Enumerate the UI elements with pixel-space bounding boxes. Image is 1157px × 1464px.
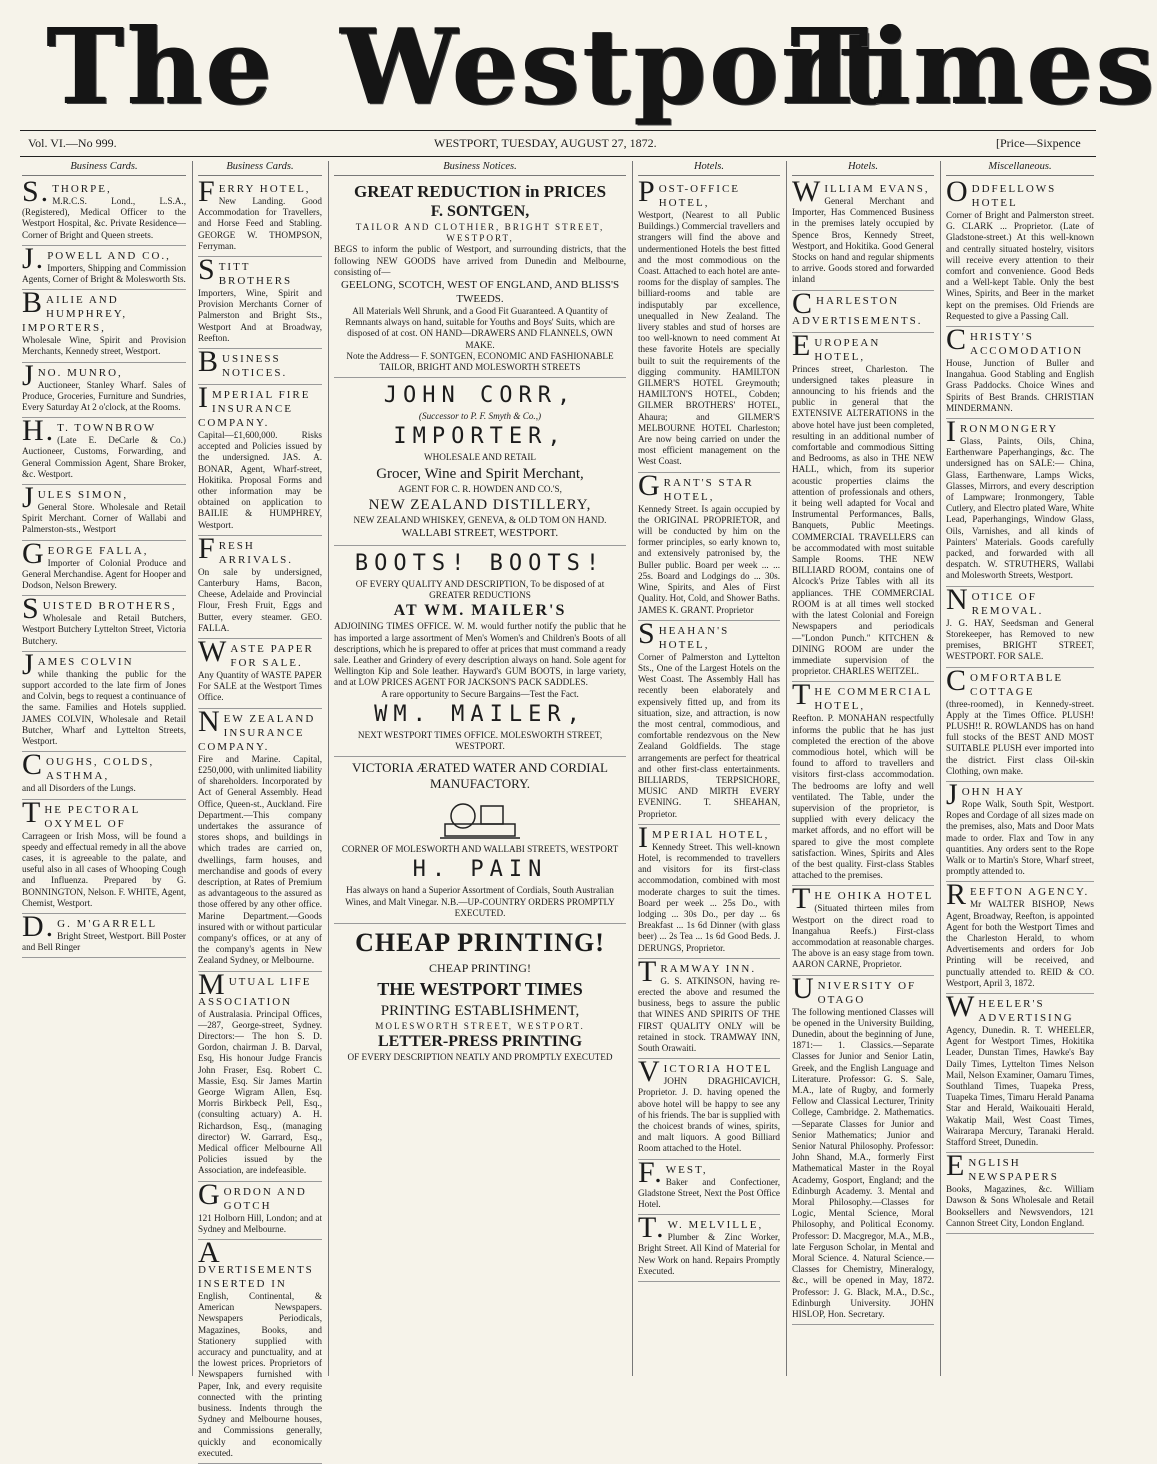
ad-body: J. G. HAY, Seedsman and General Storekeeper, has Removed to new premises, BRIGHT STREET, WESTPORT. FOR SALE. [946, 617, 1094, 662]
sontgen-ad [334, 179, 626, 378]
ad-title: SUISTED BROTHERS, [22, 592, 177, 626]
advertisement [946, 663, 1094, 782]
masthead-word-times: Times [790, 5, 1157, 128]
ad-body: The following mentioned Classes will be opened in the University Building, Dunedin, about the beginning of June, 1871:— 1. Classics.—Separate Classes for Junior and Senior Latin, Greek, and the English Language and Literature. Professor: G. S. Sale, M.A., late of Rugby, and formerly Fellow and Classical Lecturer, Trinity College, Cambridge. 2. Mathematics.—Separate Classes for Junior and Senior Mathematics; Junior and Senior Natural Philosophy. Professor: John Shand, M.A., formerly First Mathematical Master in the Royal Academy, Gosport, England; and the Edinburgh Academy. 3. Mental and Moral Philosophy.—Classes for Logic, Mental Science, Moral Philosophy, and Political Economy. Professor: D. Macgregor, M.A., M.B., late Ferguson Scholar, in Mental and Moral Science. 4. Natural Science.—Classes for Chemistry, Mineralogy, &c., will be opened in May, 1872. Professor: J. G. Black, M.A., D.Sc., Edinburgh University. JOHN HISLOP, Hon. Secretary. [792, 1006, 934, 1320]
ad-title: FERRY HOTEL, [198, 175, 311, 208]
ad-body: Capital—£1,600,000. Risks accepted and Policies issued by the undersigned. JAS. A. BONAR, Agent, Wharf-street, Hokitika. Proposal Forms and other information may be obtained on application to BAILIE & HUMPHREY, Westport. [198, 430, 322, 530]
ad-title: THE OHIKA HOTEL [792, 882, 934, 916]
ad-goods: GEELONG, SCOTCH, WEST OF ENGLAND, AND BLISS'S TWEEDS. [340, 279, 620, 306]
advertisement [22, 647, 186, 752]
advertisement [198, 1236, 322, 1464]
ad-title: WHEELER'S ADVERTISING [946, 989, 1074, 1024]
ad-body: Glass, Paints, Oils, China, Earthenware Paperhangings, &c. The undersigned has on SALE:— China, Glass, Earthenware, Lamps Wicks, Glasses, Mirrors, and every description of Lampware; Ironmongery, Table Cutlery, and Electro plated Ware, White Lead, Paperhangings, Window Glass, Oils, Varnishes, and all kinds of Painters' Materials. Goods carefully packed, and forwarded with all despatch. W. STRUTHERS, Wallabi and Molesworth Streets, Westport. [946, 436, 1094, 581]
ad-body: (Situated thirteen miles from Westport on the direct road to Inangahua Reefs.) First-class accommodation at reasonable charges. The above is an easy stage from town. AARON CARNE, Proprietor. [792, 903, 934, 970]
ad-title: VICTORIA HOTEL [638, 1055, 773, 1089]
advertisement [22, 536, 186, 597]
ad-agent: AGENT FOR C. R. HOWDEN AND CO.'S, [398, 483, 562, 494]
machine-illustration [435, 794, 525, 842]
column-business-cards-2 [198, 161, 322, 1458]
ad-subtitle: CHEAP PRINTING! [429, 961, 531, 976]
ad-address: Note the Address— F. SONTGEN, ECONOMIC AND FASHIONABLE TAILOR, BRIGHT AND MOLESWORTH STREETS [346, 350, 614, 373]
column-rule [192, 161, 193, 1376]
column-heading: Business Cards. [198, 161, 322, 176]
ad-title: BUSINESS NOTICES. [198, 345, 288, 380]
column-miscellaneous [946, 161, 1094, 1375]
ad-title: UNIVERSITY OF OTAGO [792, 971, 917, 1006]
dateline-rule [20, 156, 1096, 157]
ad-subtitle: TAILOR AND CLOTHIER, BRIGHT STREET, WESTPORT, [355, 222, 605, 244]
top-rule [20, 130, 1096, 131]
ad-title: S.THORPE, [22, 175, 112, 208]
ad-title: NOTICE OF REMOVAL. [946, 582, 1044, 617]
advertisement [792, 678, 934, 886]
ad-title: J.POWELL AND CO., [22, 241, 171, 275]
ad-title: COUGHS, COLDS, ASTHMA, [22, 748, 155, 783]
advertisement [946, 989, 1094, 1153]
advertisement [22, 241, 186, 290]
ad-headline: CHEAP PRINTING! [355, 928, 605, 958]
column-heading: Business Notices. [334, 161, 626, 176]
advertisement [946, 777, 1094, 882]
place-date: WESTPORT, TUESDAY, AUGUST 27, 1872. [434, 136, 657, 150]
masthead-word-westport: Westport [340, 5, 890, 128]
advertisement [638, 1155, 780, 1216]
ad-body: Has always on hand a Superior Assortment of Cordials, South Australian Wines, and Malt Vinegar. N.B.—UP-COUNTRY ORDERS PROMPTLY EXECUTED. [345, 885, 615, 918]
ad-address: CORNER OF MOLESWORTH AND WALLABI STREETS, WESTPORT [341, 844, 619, 855]
ad-body: Plumber & Zinc Worker, Bright Street. All Kind of Material for New Work on hand. Repairs Promptly Executed. [638, 1232, 780, 1276]
ad-title: COMFORTABLE COTTAGE [946, 663, 1064, 698]
ad-body: Bright Street, Westport. Bill Poster and Bell Ringer [22, 930, 186, 953]
advertisement [22, 175, 186, 246]
ad-name: H. PAIN [412, 857, 548, 883]
ad-subtitle: (Successor to P. F. Smyth & Co.,) [418, 411, 542, 422]
mailer-ad [334, 546, 626, 757]
ad-body: OF EVERY DESCRIPTION NEATLY AND PROMPTLY EXECUTED [347, 1052, 613, 1063]
ad-title: D.G. M'GARRELL [22, 909, 158, 943]
advertisement [946, 582, 1094, 668]
ad-headline: BOOTS! BOOTS! [354, 551, 606, 577]
ad-service: LETTER-PRESS PRINTING [377, 1033, 583, 1051]
ad-body: M.R.C.S. Lond., L.S.A., (Registered), Medical Officer to the Westport Hospital, &c. Private Residence—Corner of Bright and Queen streets. [22, 196, 186, 240]
ad-headline: GREAT REDUCTION in PRICES [353, 182, 607, 201]
ad-body: Kennedy Street. This well-known Hotel, is recommended to travellers and visitors for its first-class accommodation, combined with most moderate charges to suit the times. Board per week ... 25s Do., with lodging ... 30s Do., per day ... 6s Breakfast ... 1s 6d Dinner (with glass beer) ... 2s Tea ... 1s 6d Good Beds. J. DERUNGS, Proprietor. [638, 841, 780, 953]
ad-body: Princes street, Charleston. The undersigned takes pleasure in announcing to his friends and the public in general that the EXTENSIVE ALTERATIONS in the above hotel have just been completed, resulting in an additional number of comfortable and commodious Sitting and Bedrooms, as also in THE NEW HALL, which, from its superior acoustic properties claims the attention of professionals and others, it being well adapted for Vocal and Instrumental Performances, Balls, Banquets, Public Meetings. COMMERCIAL TRAVELLERS can be accommodated with most suitable Sample Rooms. THE NEW BILLIARD ROOM, contains one of Alcock's Prize Tables with all its appliances. THE COMMERCIAL ROOM is at all times well stocked with the latest Colonial and Foreign Newspapers and periodicals—"London Punch." KITCHEN & DINING ROOM are under the immediate supervision of the proprietor. CHARLES WEITZEL. [792, 363, 934, 677]
column-heading: Hotels. [792, 161, 934, 176]
advertisement [946, 323, 1094, 419]
ad-title: JOHN HAY [946, 777, 1026, 811]
advertisement [22, 748, 186, 799]
advertisement [198, 967, 322, 1182]
ad-body: Wholesale and Retail Butchers, Westport Butchery Lyttelton Street, Victoria Butchery. [22, 613, 186, 646]
ad-body: General Merchant and Importer, Has Commenced Business in the premises lately occupied by Spence Bros, Kennedy Street, Westport, and Hokitika. Good General Stocks on hand and regular shipments to arrive. Goods stored and forwarded inland [792, 196, 934, 285]
dateline [28, 136, 1096, 154]
ad-body: All Materials Well Shrunk, and a Good Fit Guaranteed. A Quantity of Remnants always on hand, suitable for Youths and Boys' Suits, which are disposed of at cost. ON HAND—DRAWERS AND FLANNELS, OWN MAKE. [345, 306, 615, 350]
ad-body: 121 Holborn Hill, London; and at Sydney and Melbourne. [198, 1212, 322, 1234]
ad-title: ODDFELLOWS HOTEL [946, 175, 1057, 209]
ad-body: Importers, Shipping and Commission Agents, Corner of Bright & Molesworth Sts. [22, 262, 186, 285]
ad-title: H.T. TOWNBROW [22, 414, 157, 448]
printing-ad [334, 924, 626, 1067]
ad-subtitle: OF EVERY QUALITY AND DESCRIPTION, To be disposed of at GREATER REDUCTIONS [355, 579, 605, 601]
ad-name: F. SONTGEN, [430, 203, 530, 220]
ad-body: Wholesale Wine, Spirit and Provision Merchants, Kennedy street, Westport. [22, 335, 186, 357]
ad-body: Rope Walk, South Spit, Westport. Ropes and Cordage of all sizes made on the premises, also, Mats and Door Mats made to order. Flax and Tow in any quantities. Any orders sent to the Rope Walk or to Martin's Store, Wharf street, promptly attended to. [946, 798, 1094, 877]
ad-title: WASTE PAPER FOR SALE. [198, 635, 314, 670]
advertisement [638, 954, 780, 1059]
column-rule [786, 161, 787, 1376]
advertisement [22, 414, 186, 485]
ad-title: FRESH ARRIVALS. [198, 531, 294, 566]
ad-body: English, Continental, & American Newspapers. Newspapers Periodicals, Magazines, Books, and Stationery supplied with accuracy and punctuality, and at the lowest prices. Proprietors of Newspapers furnished with Paper, Ink, and every requisite connected with the printing business. Indents through the Sydney and Melbourne houses, and Commissions generally, quickly and economically executed. [198, 1291, 322, 1458]
advertisement [22, 358, 186, 419]
volume-number: Vol. VI.—No 999. [28, 136, 117, 150]
ad-title: IMPERIAL FIRE INSURANCE COMPANY. [198, 381, 311, 430]
advertisement [638, 1211, 780, 1282]
ad-body: Corner of Palmerston and Lyttelton Sts., One of the Largest Hotels on the West Coast. The Assembly Hall has recently been elaborately and expensively fitted up, and from its situation, size, and attraction, is now the most central, commodious, and comfortable rendezvous on the New Zealand Goldfields. The stage arrangements are perfect for theatrical and other first-class entertainments. BILLIARDS, TERPSICHORE, MUSIC AND MIRTH EVERY EVENING. T. SHEAHAN, Proprietor. [638, 651, 780, 819]
ad-title: TRAMWAY INN. [638, 954, 757, 988]
ad-body: Importer of Colonial Produce and General Merchandise. Agent for Hooper and Dodson, Nelson Brewery. [22, 557, 186, 591]
advertisement [792, 971, 934, 1326]
ad-title: JNO. MUNRO, [22, 358, 123, 392]
advertisement [198, 635, 322, 709]
advertisement [638, 468, 780, 621]
ad-title: IRONMONGERY [946, 415, 1059, 449]
advertisement [792, 328, 934, 683]
column-hotels-1 [638, 161, 780, 1375]
ad-body: Reefton. P. MONAHAN respectfully informs the public that he has just completed the erection of the above commodious hotel, which will be found to afford to travellers and visitors first-class accommodation. The bedrooms are lofty and well ventilated. The Table, under the supervision of the proprietor, is supplied with every delicacy the market affords, and no effort will be spared to give the most complete satisfaction. Wines, Spirits and Ales of the best quality. First-class Stables attached to the premises. [792, 713, 934, 881]
ad-title: JULES SIMON, [22, 481, 129, 515]
corr-ad [334, 378, 626, 546]
column-heading: Business Cards. [22, 161, 186, 176]
masthead [20, 5, 1157, 128]
advertisement [792, 175, 934, 291]
ad-body: ADJOINING TIMES OFFICE. W. M. would further notify the public that he has imported a large assortment of Men's Women's and Children's Boots of all descriptions, which he is prepared to offer at prices that must command a ready sale. Leather and Grindery of every description always on hand. Sole agent for Wellington Kip and Sole leather. Hayward's GUM BOOTS, in large variety, and at LOW PRICES AGENT FOR JACKSON'S PACK SADDLES. [334, 621, 626, 688]
ad-body: JOHN DRAGHICAVICH, Proprietor. J. D. having opened the above hotel will be happy to see any of his friends. The bar is supplied with the choicest brands of wines, spirits, and malt liquors. A good Billiard Room attached to the Hotel. [638, 1076, 780, 1154]
advertisement [198, 345, 322, 385]
advertisement [198, 381, 322, 536]
ad-title: STITT BROTHERS [198, 253, 293, 288]
advertisement [22, 286, 186, 362]
ad-title: SHEAHAN'S HOTEL, [638, 616, 730, 651]
ad-body: Corner of Bright and Palmerston street. G. CLARK ... Proprietor. (Late of Gladstone-street.) At this well-known and centrally situated hostelry, visitors will receive every attention to their comfort and convenience. Good Beds and a Well-kept Table. Only the best Wines, Spirits, and Beer in the market kept on the premises. Old Friends are Requested to give a Passing Call. [946, 210, 1094, 321]
advertisement [792, 882, 934, 975]
advertisement [638, 175, 780, 473]
column-rule [328, 161, 329, 1376]
column-heading: Hotels. [638, 161, 780, 176]
ad-name: IMPORTER, [393, 424, 567, 450]
ad-title: REEFTON AGENCY. [946, 878, 1090, 912]
advertisement [638, 616, 780, 825]
ad-title: CHARLESTON ADVERTISEMENTS. [792, 286, 923, 327]
ad-body: (Late E. DeCarle & Co.) Auctioneer, Customs, Forwarding, and General Commission Agent, Share Broker, &c. Westport. [22, 435, 186, 479]
advertisement [198, 175, 322, 257]
column-heading: Miscellaneous. [946, 161, 1094, 176]
ad-body: Mr WALTER BISHOP, News Agent, Broadway, Reefton, is appointed Agent for both the Westport Times and the Charleston Herald, to whom Advertisements and orders for Job Printing will be received, and punctually attended to. REID & CO. Westport, April 3, 1872. [946, 899, 1094, 988]
ad-address: WALLABI STREET, WESTPORT. [401, 527, 559, 540]
ad-title: GORDON AND GOTCH [198, 1177, 307, 1212]
column-business-notices [334, 161, 626, 1375]
ad-name: THE WESTPORT TIMES [377, 979, 583, 1000]
ad-title: GRANT'S STAR HOTEL, [638, 468, 754, 503]
advertisement [198, 1177, 322, 1240]
advertisement [946, 415, 1094, 587]
ad-body: and all Disorders of the Lungs. [22, 783, 136, 794]
ad-title: NEW ZEALAND INSURANCE COMPANY. [198, 704, 316, 753]
ad-body: Kennedy Street. Is again occupied by the ORIGINAL PROPRIETOR, and will be conducted by him on the former principles, so early known to, and extensively patronised by, the Buller public. Board per week ... ... 25s. Board and Lodgings do ... 30s. Wine, Spirits, and Ales of First Quality. Hot, Cold, and Shower Baths. JAMES K. GRANT. Proprietor [638, 503, 780, 615]
ad-body: of Australasia. Principal Offices,—287, George-street, Sydney. Directors:— The hon S. D. Gordon, chairman J. B. Darval, Esq, His honour Judge Francis John Fraser, Esq. Robert C. Massie, Esq. Sir James Martin George Wigram Allen, Esq. Morris Birkbeck Pell, Esq., (consulting actuary) A. H. Richardson, Esq., (managing director) W. Garrard, Esq., Medical officer Melbourne All Policies issued by the Association, are indefeasible. [198, 1008, 322, 1176]
ad-body: New Landing. Good Accommodation for Travellers, and Horse Feed and Stabling. GEORGE W. THOMPSON, Ferryman. [198, 196, 322, 251]
ad-subtitle: WHOLESALE AND RETAIL [423, 452, 537, 463]
column-rule [940, 161, 941, 1376]
advertisement [198, 253, 322, 349]
ad-body: Importers, Wine, Spirit and Provision Merchants Corner of Palmerston and Bright Sts., Westport And at Broadway, Reefton. [198, 288, 322, 343]
advertisement [946, 1149, 1094, 1234]
advertisement [198, 704, 322, 972]
advertisement [22, 795, 186, 914]
ad-body: Any Quantity of WASTE PAPER For SALE at the Westport Times Office. [198, 670, 322, 703]
price: [Price—Sixpence [996, 136, 1081, 150]
ad-body: Fire and Marine. Capital, £250,000, with unlimited liability of shareholders. Incorporated by Act of General Assembly. Head Office, Queen-st., Auckland. Fire Department.—This company undertakes the assurance of stores shops, and buildings in which trades are carried on, dwellings, farm houses, and merchandise and goods of every description, at Rates of Premium as advantageous to the assured as those offered by any other office. Marine Department.—Goods insured with or without particular company's offices, or at any of the company's agents in New Zealand Sydney, or Melbourne. [198, 753, 322, 966]
ad-body: Baker and Confectioner, Gladstone Street, Next the Post Office Hotel. [638, 1176, 780, 1210]
ad-body: (three-roomed), in Kennedy-street. Apply at the Times Office. PLUSH! PLUSH!! R. ROWLANDS has on hand full stocks of the BEST AND MOST SUITABLE PLUSH ever imported into the district. First class Oil-skin Clothing, own make. [946, 698, 1094, 776]
ad-title: ENGLISH NEWSPAPERS [946, 1149, 1059, 1184]
ad-title: ADVERTISEMENTS INSERTED IN [198, 1236, 314, 1290]
ad-body: NEW ZEALAND WHISKEY, GENEVA, & OLD TOM ON HAND. [353, 514, 607, 525]
advertisement [22, 481, 186, 541]
ad-distillery: NEW ZEALAND DISTILLERY, [368, 496, 592, 513]
advertisement [946, 175, 1094, 327]
ad-body: while thanking the public for the support accorded to the late firm of Jones and Colvin, begs to request a continuance of the same. Families and Hotels supplied. JAMES COLVIN, Wholesale and Retail Butcher, Wharf and Lyttelton Streets, Westport. [22, 668, 186, 747]
pain-ad [334, 757, 626, 924]
ad-address: MOLESWORTH STREET, WESTPORT. [375, 1021, 585, 1032]
ad-address: NEXT WESTPORT TIMES OFFICE. MOLESWORTH STREET, WESTPORT. [357, 729, 603, 752]
ad-tagline: A rare opportunity to Secure Bargains—Test the Fact. [381, 688, 579, 699]
advertisement [22, 909, 186, 958]
ad-title: WILLIAM EVANS, [792, 175, 930, 208]
column-rule [632, 161, 633, 1376]
ad-title: IMPERIAL HOTEL, [638, 820, 770, 854]
ad-title: T.W. MELVILLE, [638, 1211, 764, 1245]
ad-title: F.WEST, [638, 1155, 708, 1189]
ad-title: POST-OFFICE HOTEL, [638, 175, 741, 209]
advertisement [638, 1055, 780, 1159]
ad-title: MUTUAL LIFE ASSOCIATION [198, 967, 312, 1008]
advertisement [22, 592, 186, 652]
ad-body: Auctioneer, Stanley Wharf. Sales of Produce, Groceries, Furniture and Sundries, Every Saturday At 2 o'clock, at the Rooms. [22, 379, 186, 413]
advertisement [638, 820, 780, 959]
advertisement [792, 286, 934, 333]
ad-title: THE PECTORAL OXYMEL OF [22, 795, 140, 830]
ad-name: JOHN CORR, [383, 383, 577, 409]
advertisement [946, 878, 1094, 994]
ad-title: BAILIE AND HUMPHREY, IMPORTERS, [22, 286, 128, 335]
ad-body: Books, Magazines, &c. William Dawson & Sons Wholesale and Retail Booksellers and Newsvendors, 121 Cannon Street City, London England. [946, 1184, 1094, 1228]
ad-trade: Grocer, Wine and Spirit Merchant, [376, 465, 584, 482]
ad-headline: VICTORIA ÆRATED WATER AND CORDIAL MANUFACTORY. [352, 760, 608, 792]
ad-title: EUROPEAN HOTEL, [792, 328, 881, 363]
column-business-cards-1 [22, 161, 186, 1375]
ad-subtitle: PRINTING ESTABLISHMENT, [380, 1003, 580, 1020]
ad-title: GEORGE FALLA, [22, 536, 149, 570]
ad-body: On sale by undersigned, Canterbury Hams, Bacon, Cheese, Adelaide and Provincial Flour, Fresh Fruit, Eggs and Butter, every steamer. GEO. FALLA. [198, 566, 322, 633]
ad-body: Carrageen or Irish Moss, will be found a speedy and effectual remedy in all the above cases, it is agreeable to the palate, and useful also in all cases of Whooping Cough and Influenza. Prepared by G. BONNINGTON, Nelson. F. WHITE, Agent, Chemist, Westport. [22, 830, 186, 908]
ad-body: Westport, (Nearest to all Public Buildings.) Commercial travellers and strangers will find the above and undermentioned Hotels the best fitted and the most commodious on the Coast. Attached to each hotel are ante-rooms for the display of samples. The billiard-rooms and table are indisputably par excellence, unequalled in New Zealand. The livery stables and stud of horses are too well-known to need comment At these favorite Hotels are specially built to suit the requirements of the digging community. HAMILTON GILMER'S HOTEL Greymouth; HAMILTON'S HOTEL, Cobden; GILMER BROTHERS' HOTEL, Ahaura; and GILMER'S MELBOURNE HOTEL Charleston; Are now being carried on under the most efficient management on the West Coast. [638, 210, 780, 467]
ad-body: General Store. Wholesale and Retail Spirit Merchant. Corner of Wallabi and Palmerston-sts., Westport [22, 502, 186, 535]
ad-body: House, Junction of Buller and Inangahua. Good Stabling and English Grass Paddocks. Choice Wines and Spirits of Best Brands. CHRISTIAN MINDERMANN. [946, 358, 1094, 413]
ad-body: BEGS to inform the public of Westport, and surrounding districts, that the following NEW GOODS have arrived from Dunedin and Melbourne, consisting of— [334, 244, 626, 277]
column-hotels-2 [792, 161, 934, 1375]
ad-title: JAMES COLVIN [22, 647, 134, 681]
ad-name: AT WM. MAILER'S [393, 602, 567, 620]
ad-title: THE COMMERCIAL HOTEL, [792, 678, 932, 713]
masthead-word-the: The [46, 5, 275, 128]
advertisement [198, 531, 322, 639]
ad-name: WM. MAILER, [374, 701, 586, 727]
ad-body: G. S. ATKINSON, having re-erected the above and resumed the business, begs to assure the public that WINES AND SPIRITS OF THE FIRST QUALITY ONLY will be retained in stock. TRAMWAY INN, South Orawaiti. [638, 975, 780, 1053]
ad-title: CHRISTY'S ACCOMODATION [946, 323, 1084, 358]
ad-body: Agency, Dunedin. R. T. WHEELER, Agent for Westport Times, Hokitika Leader, Dunstan Times, Hawke's Bay Daily Times, Lyttelton Times Nelson Mail, Nelson Examiner, Oamaru Times, Southland Times, Tuapeka Press, Tuapeka Times, Timaru Herald Panama Star and Herald, Waikouaiti Herald, Wakatip Mail, West Coast Times, Wairarapa Mercury, Taranaki Herald. Stafford Street, Dunedin. [946, 1024, 1094, 1147]
